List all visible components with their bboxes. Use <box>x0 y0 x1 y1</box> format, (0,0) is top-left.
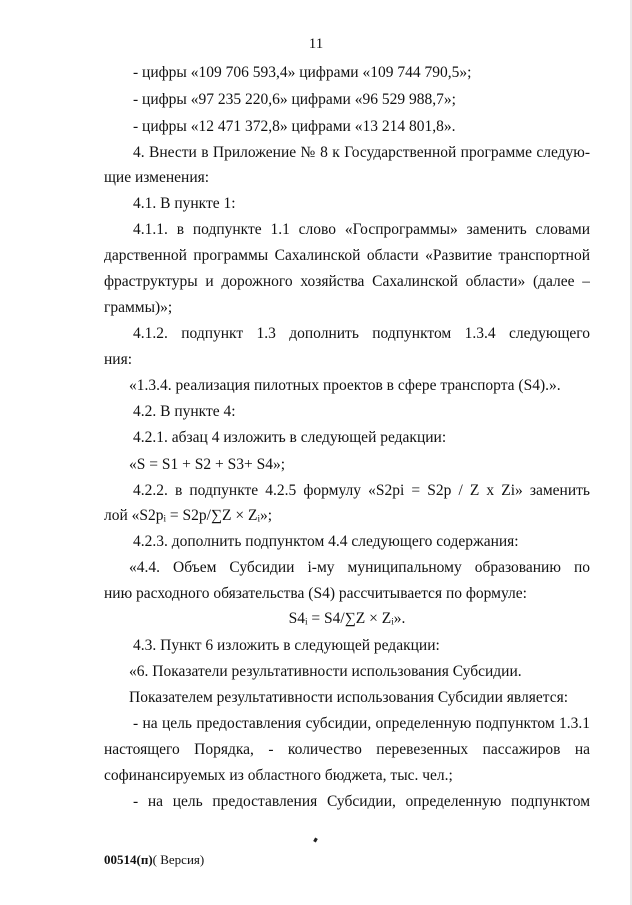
text-line: софинансируемых из областного бюджета, тыс. чел.; <box>104 767 453 784</box>
text-line: нию расходного обязательства (S4) рассчитывается по формуле: <box>104 585 527 602</box>
text-line: - на цель предоставления субсидии, определенную подпунктом 1.3.1 <box>133 715 590 732</box>
footer <box>104 852 204 868</box>
formula-line: S4ᵢ = S4/∑Z × Zᵢ». <box>288 610 406 627</box>
text-line: ния: <box>104 351 133 368</box>
text-line: - цифры «97 235 220,6» цифрами «96 529 988,7»; <box>133 91 456 108</box>
text-line: фраструктуры и дорожного хозяйства Сахалинской области» (далее – <box>104 273 590 290</box>
text-line: дарственной программы Сахалинской области «Развитие транспортной <box>104 247 590 264</box>
text-line: «1.3.4. реализация пилотных проектов в сфере транспорта (S4).». <box>129 377 561 394</box>
text-line: 4.2.2. в подпункте 4.2.5 формулу «S2pi = S2p / Z x Zi» заменить <box>133 482 590 499</box>
formula-line: лой «S2pᵢ = S2p/∑Z × Zᵢ»; <box>104 507 273 524</box>
footer-code: 00514(п) <box>104 852 153 867</box>
text-line: настоящего Порядка, - количество перевезенных пассажиров на <box>104 741 590 758</box>
text-line: 4.2.3. дополнить подпунктом 4.4 следующего содержания: <box>133 533 519 550</box>
text-line: «4.4. Объем Субсидии i-му муниципальному образованию по <box>129 559 590 576</box>
text-line: 4.3. Пункт 6 изложить в следующей редакции: <box>133 637 440 654</box>
text-line: 4.1.2. подпункт 1.3 дополнить подпунктом 1.3.4 следующего <box>133 325 590 342</box>
text-line: «6. Показатели результативности использования Субсидии. <box>129 663 522 680</box>
text-line: 4. Внести в Приложение № 8 к Государственной программе следую- <box>133 144 590 161</box>
text-line: - на цель предоставления Субсидии, определенную подпунктом <box>133 793 590 810</box>
text-line: - цифры «12 471 372,8» цифрами «13 214 801,8». <box>133 118 456 135</box>
text-line: - цифры «109 706 593,4» цифрами «109 744 790,5»; <box>133 64 472 81</box>
text-line: 4.2.1. абзац 4 изложить в следующей редакции: <box>133 429 447 446</box>
text-line: щие изменения: <box>104 169 210 186</box>
scan-mark <box>313 838 318 843</box>
text-line: Показателем результативности использования Субсидии является: <box>129 689 569 706</box>
text-line: граммы)»; <box>104 299 173 316</box>
text-line: 4.2. В пункте 4: <box>133 403 236 420</box>
page-number: 11 <box>308 36 324 52</box>
text-line: 4.1. В пункте 1: <box>133 195 236 212</box>
text-line: 4.1.1. в подпункте 1.1 слово «Госпрограммы» заменить словами <box>133 221 590 238</box>
footer-version: ( Версия) <box>152 852 205 867</box>
formula-line: «S = S1 + S2 + S3+ S4»; <box>129 456 285 473</box>
